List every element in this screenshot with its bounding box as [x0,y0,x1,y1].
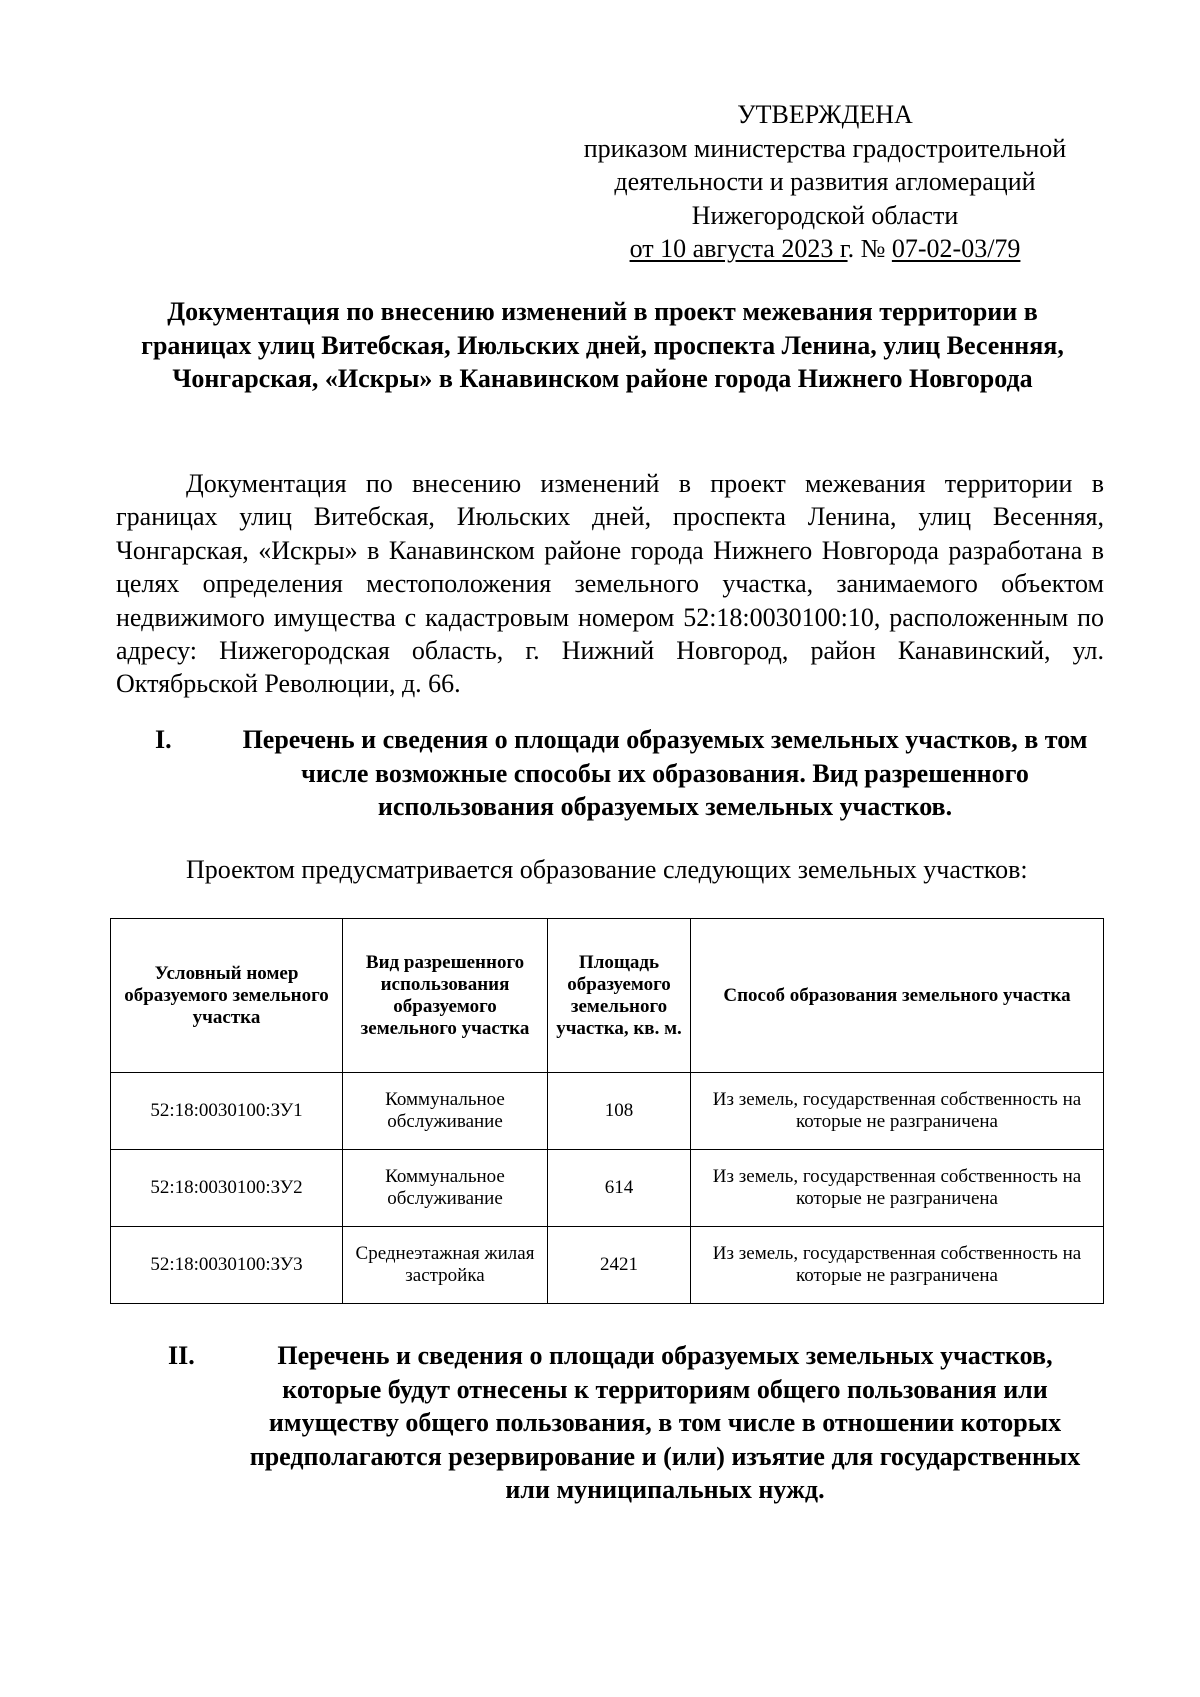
approval-stamp [555,98,1095,266]
cell-area: 2421 [548,1227,691,1304]
table-header-row [111,919,1104,1073]
cell-formation-method: Из земель, государственная собственность на которые не разграничена [691,1150,1104,1227]
cell-permitted-use: Среднеэтажная жилая застройка [343,1227,548,1304]
section-1-numeral: I. [155,725,172,754]
approval-line: деятельности и развития агломераций [614,167,1036,196]
section-1-heading-text: Перечень и сведения о площади образуемых земельных участков, в том числе возможные способы их образования. Вид разрешенного использования образуемых земельных участков. [242,725,1088,821]
header-area: Площадь образуемого земельного участка, кв. м. [548,919,691,1073]
section-2-heading [168,1339,1105,1519]
cell-permitted-use: Коммунальное обслуживание [343,1073,548,1150]
cell-area: 108 [548,1073,691,1150]
document-title: Документация по внесению изменений в проект межевания территории в границах улиц Витебская, Июльских дней, проспекта Ленина, улиц Весенняя, Чонгарская, «Искры» в Канавинском районе города Нижнего Новгорода [141,297,1064,393]
approval-date: от 10 августа 2023 г [629,234,848,263]
cell-area: 614 [548,1150,691,1227]
section-1-heading [155,723,1105,833]
number-sign: № [854,234,892,263]
table-row [111,1227,1104,1304]
approval-line: приказом министерства градостроительной [583,133,1067,163]
header-plot-number: Условный номер образуемого земельного участка [111,919,343,1073]
section-2-heading-text: Перечень и сведения о площади образуемых земельных участков, которые будут отнесены к территориям общего пользования или имуществу общего пользования, в том числе в отношении которых предполагаются резервирование и (или) изъятие для государственных или муниципальных нужд. [249,1341,1081,1504]
cell-permitted-use: Коммунальное обслуживание [343,1150,548,1227]
approval-line: Нижегородской области [691,200,959,230]
approval-title: УТВЕРЖДЕНА [737,100,913,129]
land-plots-table [110,918,1104,1304]
table-row [111,1150,1104,1227]
approval-date-line [555,232,1095,266]
header-permitted-use: Вид разрешенного использования образуемого земельного участка [343,919,548,1073]
cell-plot-number: 52:18:0030100:ЗУ3 [111,1227,343,1304]
cell-plot-number: 52:18:0030100:ЗУ2 [111,1150,343,1227]
approval-number: 07-02-03/79 [891,234,1021,263]
section-2-numeral: II. [168,1341,195,1370]
section-1-lead: Проектом предусматривается образование следующих земельных участков: [186,855,1028,884]
cell-formation-method: Из земель, государственная собственность на которые не разграничена [691,1227,1104,1304]
header-formation-method: Способ образования земельного участка [691,919,1104,1073]
intro-paragraph: Документация по внесению изменений в проект межевания территории в границах улиц Витебская, Июльских дней, проспекта Ленина, улиц Весенняя, Чонгарская, «Искры» в Канавинском районе города Нижнего Новгорода разработана в целях определения местоположения земельного участка, занимаемого объектом недвижимого имущества с кадастровым номером 52:18:0030100:10, расположенным по адресу: Нижегородская область, г. Нижний Новгород, район Канавинский, ул. Октябрьской Революции, д. 66. [116,469,1104,699]
cell-formation-method: Из земель, государственная собственность на которые не разграничена [691,1073,1104,1150]
approval-date-dot: . [847,234,855,263]
cell-plot-number: 52:18:0030100:ЗУ1 [111,1073,343,1150]
table-row [111,1073,1104,1150]
